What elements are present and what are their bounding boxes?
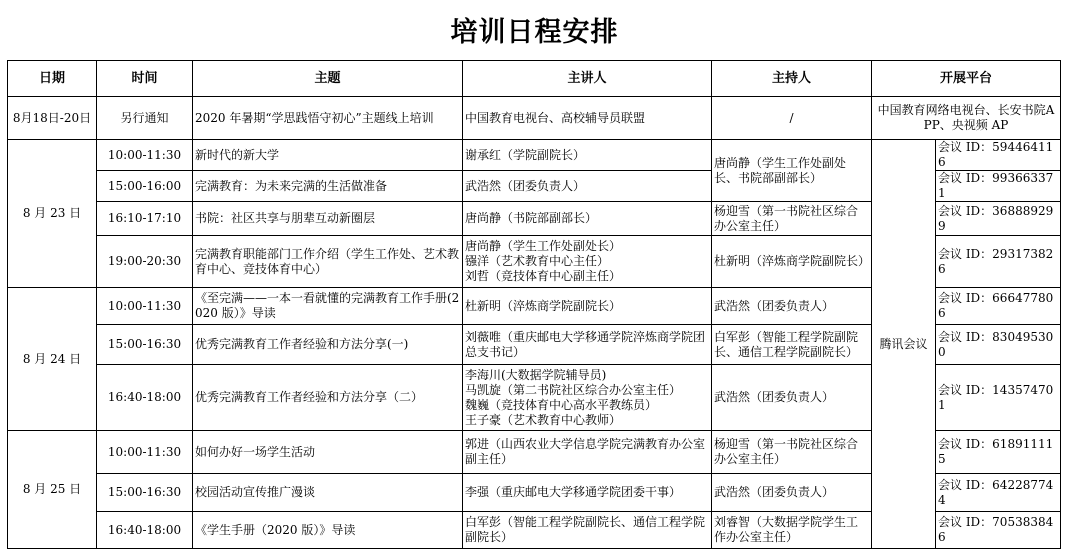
speaker-cell: 郭进（山西农业大学信息学院完满教育办公室副主任） <box>463 431 712 474</box>
speaker-cell <box>463 236 712 288</box>
meeting-id-cell: 会议 ID：705383846 <box>936 512 1061 549</box>
meeting-id-cell: 会议 ID：993663371 <box>936 171 1061 202</box>
topic-cell: 《至完满——一本一看就懂的完满教育工作手册(2020 版）》导读 <box>193 288 463 325</box>
host-cell: 武浩然（团委负责人） <box>712 288 872 325</box>
meeting-id-cell: 会议 ID：666477806 <box>936 288 1061 325</box>
speaker-cell: 杜新明（淬炼商学院副院长） <box>463 288 712 325</box>
topic-cell: 完满教育职能部门工作介绍（学生工作处、艺术教育中心、竞技体育中心） <box>193 236 463 288</box>
table-row <box>8 97 1061 140</box>
speaker-line: 镪洋（艺术教育中心主任） <box>465 254 610 268</box>
platform-cell: 中国教育网络电视台、长安书院APP、央视频 AP <box>872 97 1061 140</box>
speaker-cell <box>463 365 712 431</box>
speaker-cell: 中国教育电视台、高校辅导员联盟 <box>463 97 712 140</box>
date-cell: 8月18日-20日 <box>8 97 97 140</box>
header-topic: 主题 <box>193 61 463 97</box>
topic-cell: 2020 年暑期“学思践悟守初心”主题线上培训 <box>193 97 463 140</box>
topic-cell: 如何办好一场学生活动 <box>193 431 463 474</box>
topic-cell: 新时代的新大学 <box>193 140 463 171</box>
speaker-cell: 唐尚静（书院部副部长） <box>463 202 712 236</box>
header-speaker: 主讲人 <box>463 61 712 97</box>
host-cell: 白军彭（智能工程学院副院长、通信工程学院副院长） <box>712 325 872 365</box>
meeting-id-cell: 会议 ID：830495300 <box>936 325 1061 365</box>
platform-merged-cell: 腾讯会议 <box>872 140 936 549</box>
time-cell: 10:00-11:30 <box>97 431 193 474</box>
topic-cell: 《学生手册（2020 版）》导读 <box>193 512 463 549</box>
table-row <box>8 140 1061 171</box>
time-cell: 16:40-18:00 <box>97 512 193 549</box>
speaker-cell: 李强（重庆邮电大学移通学院团委干事） <box>463 474 712 512</box>
speaker-cell: 武浩然（团委负责人） <box>463 171 712 202</box>
host-cell: 杨迎雪（第一书院社区综合办公室主任） <box>712 431 872 474</box>
host-cell: 刘睿智（大数据学院学生工作办公室主任） <box>712 512 872 549</box>
host-cell: / <box>712 97 872 140</box>
speaker-cell: 谢承红（学院副院长） <box>463 140 712 171</box>
time-cell: 10:00-11:30 <box>97 140 193 171</box>
meeting-id-cell: 会议 ID：143574701 <box>936 365 1061 431</box>
speaker-line: 马凯旋（第二书院社区综合办公室主任） <box>465 382 682 397</box>
date-cell: 8 月 24 日 <box>8 288 97 431</box>
time-cell: 另行通知 <box>97 97 193 140</box>
header-time: 时间 <box>97 61 193 97</box>
speaker-line: 魏巍（竞技体育中心高水平教练员） <box>465 397 658 412</box>
speaker-cell: 白军彭（智能工程学院副院长、通信工程学院副院长） <box>463 512 712 549</box>
header-row <box>8 61 1061 97</box>
speaker-cell: 刘薇唯（重庆邮电大学移通学院淬炼商学院团总支书记） <box>463 325 712 365</box>
speaker-line: 刘哲（竞技体育中心副主任） <box>465 269 622 283</box>
schedule-table <box>7 60 1061 549</box>
topic-cell: 优秀完满教育工作者经验和方法分享(一) <box>193 325 463 365</box>
topic-cell: 校园活动宣传推广漫谈 <box>193 474 463 512</box>
date-cell: 8 月 23 日 <box>8 140 97 288</box>
meeting-id-cell: 会议 ID：618911115 <box>936 431 1061 474</box>
meeting-id-cell: 会议 ID：594464116 <box>936 140 1061 171</box>
host-cell: 唐尚静（学生工作处副处长、书院部副部长） <box>712 140 872 202</box>
topic-cell: 书院：社区共享与朋辈互动新圈层 <box>193 202 463 236</box>
host-cell: 武浩然（团委负责人） <box>712 365 872 431</box>
meeting-id-cell: 会议 ID：368889299 <box>936 202 1061 236</box>
time-cell: 16:40-18:00 <box>97 365 193 431</box>
topic-cell: 优秀完满教育工作者经验和方法分享（二） <box>193 365 463 431</box>
host-cell: 杜新明（淬炼商学院副院长） <box>712 236 872 288</box>
time-cell: 16:10-17:10 <box>97 202 193 236</box>
time-cell: 15:00-16:00 <box>97 171 193 202</box>
meeting-id-cell: 会议 ID：293173826 <box>936 236 1061 288</box>
time-cell: 15:00-16:30 <box>97 474 193 512</box>
time-cell: 15:00-16:30 <box>97 325 193 365</box>
speaker-line: 唐尚静（学生工作处副处长） <box>465 239 622 253</box>
time-cell: 19:00-20:30 <box>97 236 193 288</box>
host-cell: 武浩然（团委负责人） <box>712 474 872 512</box>
header-platform: 开展平台 <box>872 61 1061 97</box>
host-cell: 杨迎雪（第一书院社区综合办公室主任） <box>712 202 872 236</box>
date-cell: 8 月 25 日 <box>8 431 97 549</box>
header-date: 日期 <box>8 61 97 97</box>
topic-cell: 完满教育：为未来完满的生活做准备 <box>193 171 463 202</box>
page-title: 培训日程安排 <box>450 17 619 48</box>
speaker-line: 李海川(大数据学院辅导员) <box>465 367 607 382</box>
speaker-line: 王子豪（艺术教育中心教师） <box>465 412 622 427</box>
meeting-id-cell: 会议 ID：642287744 <box>936 474 1061 512</box>
time-cell: 10:00-11:30 <box>97 288 193 325</box>
header-host: 主持人 <box>712 61 872 97</box>
